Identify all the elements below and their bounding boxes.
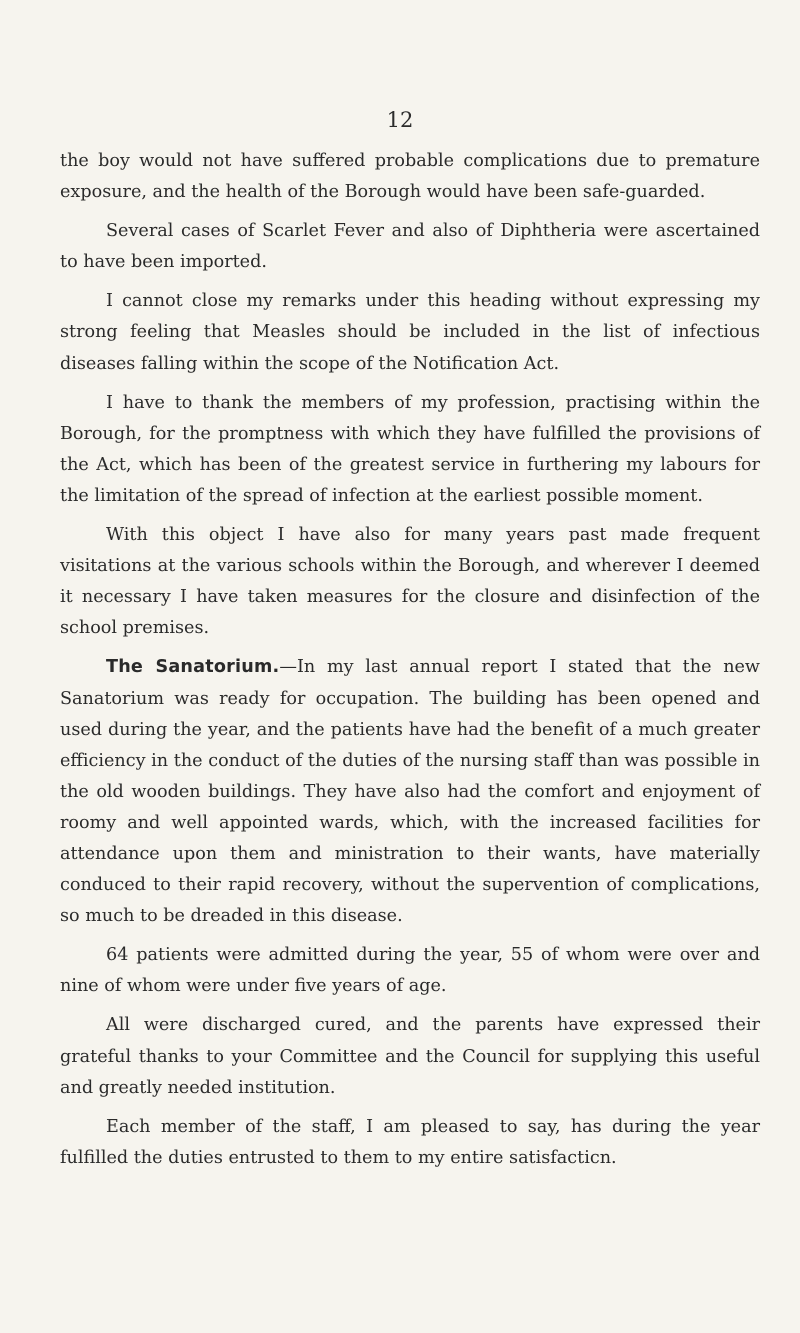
paragraph-school-visitations: With this object I have also for many years past made frequent visitations at the various schools within the Borough, and wherever I deemed it necessary I have taken measures for the closure and disinfection of the school premises. [60,525,760,639]
page-number: 12 [386,108,414,132]
paragraph-patients-admitted: 64 patients were admitted during the year, 55 of whom were over and nine of whom were under five years of age. [60,945,760,997]
paragraph-thanks-profession: I have to thank the members of my profession, practising within the Borough, for the promptness with which they have fulfilled the provisions of the Act, which has been of the greatest service in furthering my labours for the limitation of the spread of infection at the earliest possible moment. [60,392,760,506]
section-heading-sanatorium: The Sanatorium. [106,657,280,678]
paragraph-scarlet-fever: Several cases of Scarlet Fever and also of Diphtheria were ascertained to have been imported. [60,221,760,273]
paragraph-sanatorium [60,652,760,932]
paragraph-continuation: the boy would not have suffered probable complications due to premature exposure, and the health of the Borough would have been safe-guarded. [60,151,760,203]
paragraph-discharged: All were discharged cured, and the parents have expressed their grateful thanks to your Committee and the Council for supplying this useful and greatly needed institution. [60,1015,760,1098]
sanatorium-text: —In my last annual report I stated that the new Sanatorium was ready for occupation. The building has been opened and used during the year, and the patients have had the benefit of a much greater efficiency in the conduct of the duties of the nursing staff than was possible in the old wooden buildings. They have also had the comfort and enjoyment of roomy and well appointed wards, which, with the increased facilities for attendance upon them and ministration to their wants, have materially conduced to their rapid recovery, without the supervention of complications, so much to be dreaded in this disease. [60,657,760,927]
paragraph-staff: Each member of the staff, I am pleased to say, has during the year fulfilled the duties entrusted to them to my entire satisfacticn. [60,1116,760,1168]
paragraph-measles: I cannot close my remarks under this heading without expressing my strong feeling that Measles should be included in the list of infectious diseases falling within the scope of the Notification Act. [60,291,760,374]
body-text [60,146,760,1182]
